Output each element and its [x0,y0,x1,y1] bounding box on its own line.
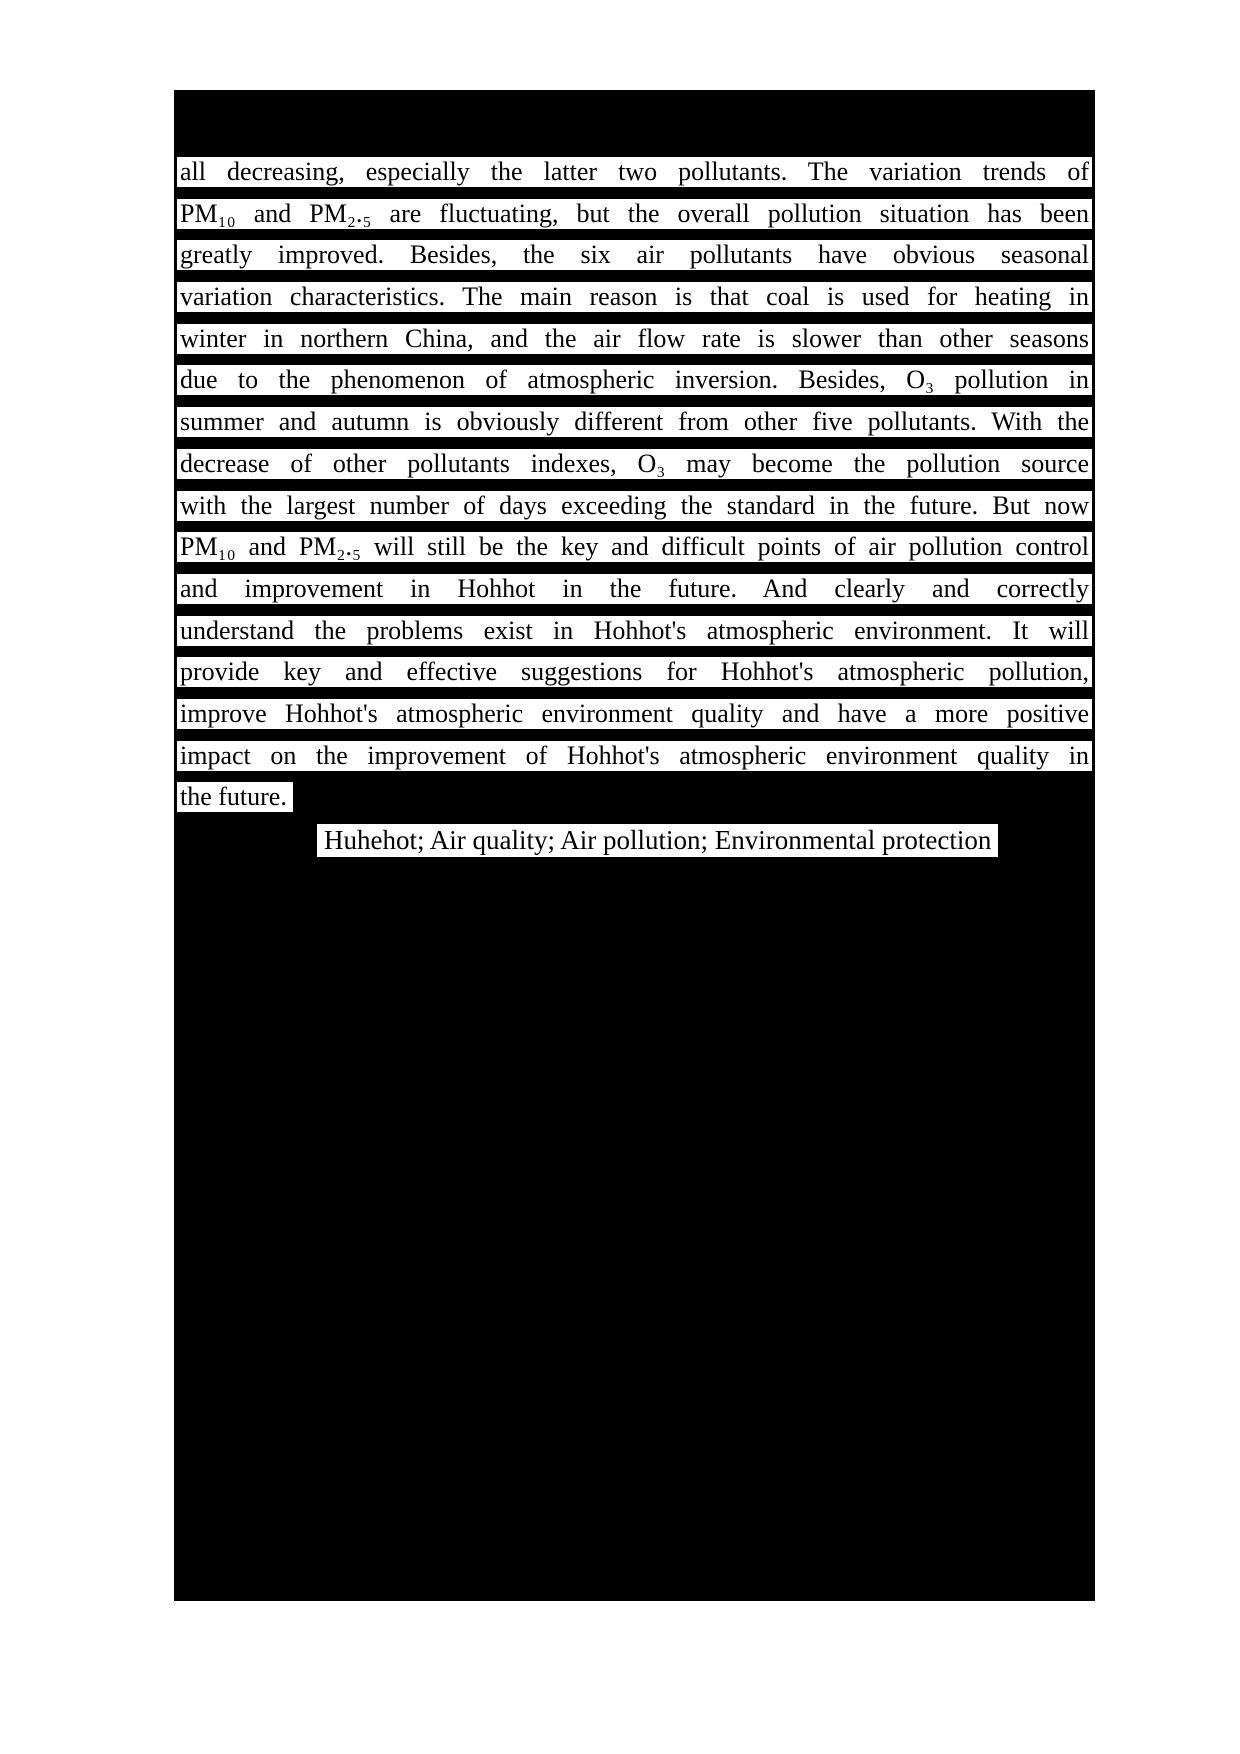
abstract-line-1: all decreasing, especially the latter two pollutants. The variation trends of [177,157,1092,187]
keywords-line [317,824,1092,857]
abstract-line-6: due to the phenomenon of atmospheric inversion. Besides, O₃ pollution in [177,365,1092,395]
abstract-line-3: greatly improved. Besides, the six air pollutants have obvious seasonal [177,240,1092,270]
abstract-line-12: understand the problems exist in Hohhot's atmospheric environment. It will [177,616,1092,646]
abstract-line-9: with the largest number of days exceeding the standard in the future. But now [177,491,1092,521]
abstract-line-16 [177,782,1092,812]
abstract-line-10: PM₁₀ and PM₂.₅ will still be the key and difficult points of air pollution control [177,532,1092,562]
abstract-line-11: and improvement in Hohhot in the future. And clearly and correctly [177,574,1092,604]
abstract-line-5: winter in northern China, and the air flow rate is slower than other seasons [177,324,1092,354]
abstract-line-7: summer and autumn is obviously different from other five pollutants. With the [177,407,1092,437]
abstract-line-8: decrease of other pollutants indexes, O₃ may become the pollution source [177,449,1092,479]
redacted-content-block [174,90,1095,1601]
abstract-line-4: variation characteristics. The main reason is that coal is used for heating in [177,282,1092,312]
keywords-text: Huhehot; Air quality; Air pollution; Environmental protection [317,824,998,857]
abstract-line-15: impact on the improvement of Hohhot's atmospheric environment quality in [177,741,1092,771]
abstract-line-14: improve Hohhot's atmospheric environment quality and have a more positive [177,699,1092,729]
abstract-line-2: PM₁₀ and PM₂.₅ are fluctuating, but the overall pollution situation has been [177,199,1092,229]
abstract-line-13: provide key and effective suggestions for Hohhot's atmospheric pollution, [177,657,1092,687]
abstract-line-16-text: the future. [177,782,293,812]
